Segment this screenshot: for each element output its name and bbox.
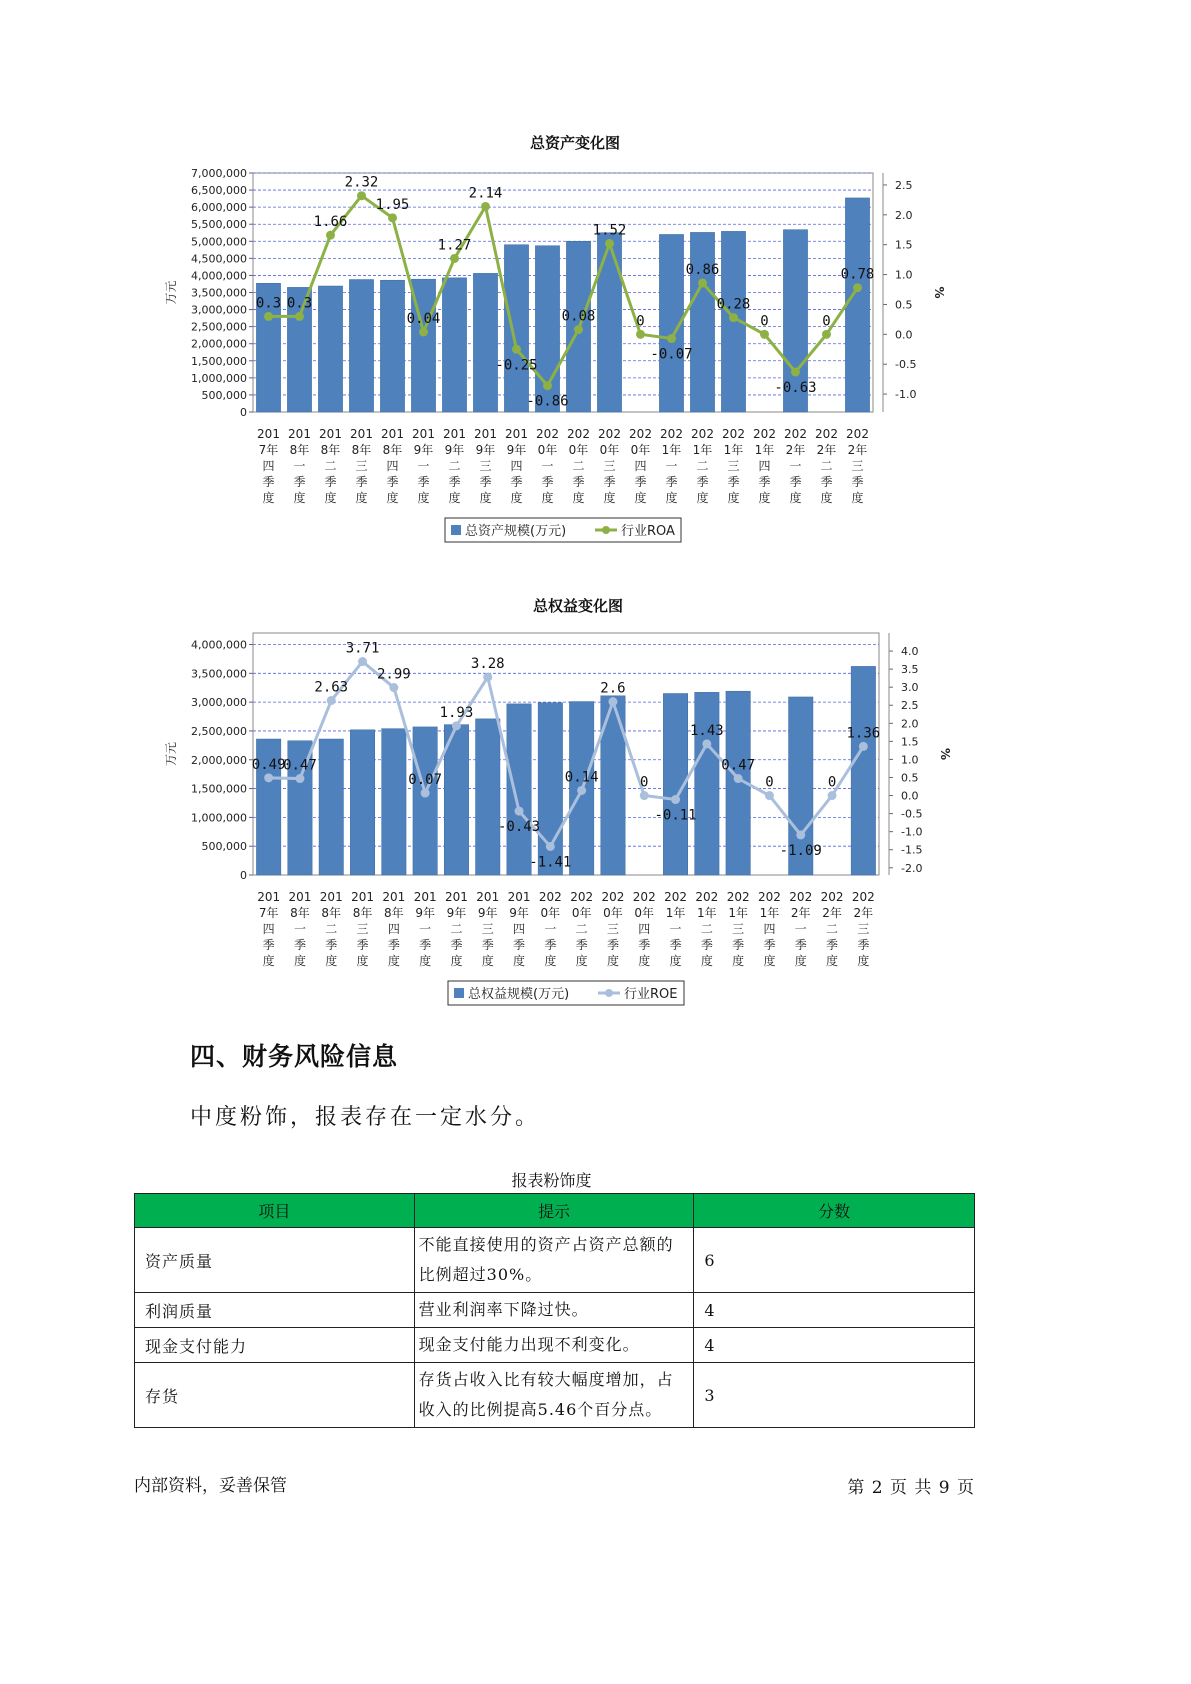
x-tick-label: 201 9年一季度 [412,427,435,505]
table-row [135,1228,975,1293]
row-score: 4 [694,1328,975,1363]
bar [382,729,406,875]
x-tick-label: 202 0年一季度 [538,890,562,968]
line-point [419,327,428,336]
data-label: 0.3 [286,295,313,312]
y-right-tick-label: -2.0 [901,861,923,875]
line-point [483,673,492,682]
risk-table [134,1193,975,1428]
bar [695,692,719,875]
x-tick-label: 201 8年二季度 [319,427,342,505]
total-assets-chart [0,120,1103,550]
bar [413,727,437,875]
table-row [135,1293,975,1328]
data-label: -0.25 [495,357,538,374]
data-label: -0.11 [654,807,697,824]
y-right-tick-label: 2.0 [901,717,919,731]
y-left-tick-label: 0 [240,406,247,419]
x-tick-label: 201 8年三季度 [351,890,375,968]
bar [318,286,342,412]
line-point [481,202,490,211]
y-left-tick-label: 2,000,000 [191,753,247,767]
legend-line-label: 行业ROA [621,524,675,539]
y-left-axis-title: 万元 [164,280,178,305]
row-score: 3 [694,1363,975,1428]
x-tick-label: 202 2年二季度 [820,890,844,968]
x-tick-label: 201 8年四季度 [382,890,406,968]
y-right-tick-label: 2.5 [901,699,919,713]
y-right-tick-label: 3.5 [901,663,919,677]
y-left-tick-label: 6,000,000 [191,201,247,215]
y-left-tick-label: 2,000,000 [191,337,247,351]
data-label: 2.32 [344,174,379,191]
x-tick-label: 201 7年四季度 [257,427,280,505]
y-right-tick-label: -1.0 [895,388,917,402]
y-right-axis-title: % [938,747,952,761]
data-label: 0.3 [255,295,282,312]
x-tick-label: 202 2年一季度 [784,427,807,505]
data-label: -0.07 [650,346,693,363]
line-point [264,312,273,321]
data-label: 1.95 [375,196,410,213]
data-label: 0 [760,313,769,330]
legend-line-marker [605,989,613,997]
x-tick-label: 202 0年二季度 [567,427,590,505]
data-label: 2.14 [468,185,503,202]
line-point [734,774,743,783]
data-label: 0.28 [716,296,751,313]
data-label: 0 [636,313,645,330]
x-tick-label: 201 9年二季度 [443,427,466,505]
y-left-tick-label: 4,000,000 [191,638,247,652]
table-header-row [135,1194,975,1228]
bar [380,280,404,412]
legend-line-label: 行业ROE [624,987,678,1002]
y-right-tick-label: 0.5 [895,298,913,312]
line-point [389,683,398,692]
row-hint: 现金支付能力出现不利变化。 [414,1328,694,1363]
data-label: -1.41 [529,854,572,871]
legend-bar-swatch [451,525,461,535]
x-tick-label: 201 9年一季度 [413,890,437,968]
y-right-tick-label: 2.0 [895,208,913,222]
y-right-tick-label: 1.0 [901,753,919,767]
total-equity-chart [0,583,1103,1013]
y-right-tick-label: 0.0 [895,328,913,342]
y-right-tick-label: 0.5 [901,771,919,785]
y-left-tick-label: 1,500,000 [191,782,247,796]
data-label: 0.08 [561,308,596,325]
y-left-tick-label: 3,500,000 [191,667,247,681]
data-label: 0.86 [685,261,720,278]
data-label: 0 [765,774,774,791]
y-right-tick-label: 1.5 [895,238,913,252]
y-left-tick-label: 0 [240,869,247,882]
header-score: 分数 [694,1194,975,1228]
line-point [264,773,273,782]
header-item: 项目 [135,1194,415,1228]
data-label: 1.52 [592,222,627,239]
line-point [702,739,711,748]
line-point [421,789,430,798]
line-point [327,696,336,705]
legend-bar-label: 总资产规模(万元) [465,524,567,539]
line-point [515,807,524,816]
y-right-tick-label: 1.5 [901,735,919,749]
line-point [853,283,862,292]
x-tick-label: 201 8年三季度 [350,427,373,505]
line-point [698,278,707,287]
row-item: 利润质量 [135,1293,415,1328]
data-label: 2.99 [376,666,411,683]
line-point [543,381,552,390]
y-left-tick-label: 5,500,000 [191,218,247,232]
row-item: 存货 [135,1363,415,1428]
line-point [605,239,614,248]
y-right-tick-label: -1.0 [901,825,923,839]
header-hint: 提示 [414,1194,694,1228]
x-tick-label: 201 9年二季度 [444,890,468,968]
row-hint: 存货占收入比有较大幅度增加，占收入的比例提高5.46个百分点。 [414,1363,694,1428]
bar [473,273,497,412]
line-point [636,330,645,339]
x-tick-label: 202 0年三季度 [598,427,621,505]
bar [319,739,343,875]
y-right-tick-label: 4.0 [901,645,919,659]
line-point [450,254,459,263]
x-tick-label: 202 1年四季度 [753,427,776,505]
footer-page-number: 第 2 页 共 9 页 [847,1478,975,1498]
line-point [358,657,367,666]
bar [851,666,875,875]
chart-title: 总权益变化图 [532,597,624,615]
y-right-tick-label: 3.0 [901,681,919,695]
legend-line-marker [602,526,610,534]
y-left-tick-label: 1,000,000 [191,371,247,385]
line-point [608,697,617,706]
data-label: 0.78 [840,266,875,283]
x-tick-label: 202 0年三季度 [601,890,625,968]
x-tick-label: 201 9年四季度 [505,427,528,505]
plot-area [253,633,879,875]
legend-bar-label: 总权益规模(万元) [468,987,570,1002]
row-item: 现金支付能力 [135,1328,415,1363]
x-tick-label: 202 0年二季度 [570,890,594,968]
x-tick-label: 201 9年四季度 [507,890,531,968]
data-label: 0.49 [251,756,286,773]
data-label: 0 [827,774,837,791]
bar [504,245,528,412]
y-left-tick-label: 500,000 [201,388,247,402]
x-tick-label: 202 1年四季度 [757,890,781,968]
line-point [859,742,868,751]
row-item: 资产质量 [135,1228,415,1293]
y-left-tick-label: 500,000 [201,840,247,854]
row-score: 6 [694,1228,975,1293]
line-point [760,330,769,339]
line-point [295,774,304,783]
x-tick-label: 202 1年三季度 [722,427,745,505]
line-point [796,830,805,839]
data-label: 0 [822,313,831,330]
data-label: 1.27 [437,237,472,254]
x-tick-label: 202 1年三季度 [726,890,750,968]
y-left-tick-label: 1,500,000 [191,354,247,368]
table-row [135,1328,975,1363]
y-right-tick-label: 0.0 [901,789,919,803]
y-right-axis-title: % [932,286,946,299]
x-tick-label: 202 0年四季度 [632,890,656,968]
bar [845,198,869,412]
line-point [295,312,304,321]
x-tick-label: 202 1年一季度 [660,427,683,505]
line-point [574,325,583,334]
y-right-tick-label: 1.0 [895,268,913,282]
x-tick-label: 201 8年二季度 [319,890,343,968]
row-hint: 营业利润率下降过快。 [414,1293,694,1328]
data-label: 0.14 [564,769,599,786]
data-label: -1.09 [779,842,822,859]
line-point [765,791,774,800]
x-tick-label: 202 2年三季度 [851,890,875,968]
footer-confidential: 内部资料，妥善保管 [134,1476,287,1496]
y-left-tick-label: 3,000,000 [191,696,247,710]
row-score: 4 [694,1293,975,1328]
line-point [828,791,837,800]
bar [597,233,621,412]
data-label: 0.07 [408,772,443,789]
y-right-tick-label: -0.5 [895,358,917,372]
line-point [546,842,555,851]
line-point [671,795,680,804]
data-label: 2.6 [600,680,626,697]
data-label: 1.43 [689,722,724,739]
x-tick-label: 201 9年三季度 [474,427,497,505]
data-label: 1.93 [439,704,474,721]
line-point [822,330,831,339]
x-tick-label: 202 2年二季度 [815,427,838,505]
y-right-tick-label: 2.5 [895,178,913,192]
data-label: 0 [640,774,649,791]
data-label: 1.36 [846,725,881,742]
y-left-tick-label: 1,000,000 [191,811,247,825]
x-tick-label: 202 2年三季度 [846,427,869,505]
section-summary: 中度粉饰，报表存在一定水分。 [190,1105,541,1130]
line-point [452,721,461,730]
data-label: 2.63 [314,679,349,696]
line-point [577,786,586,795]
y-right-tick-label: -0.5 [901,807,923,821]
data-label: 0.47 [721,757,756,774]
y-left-tick-label: 6,500,000 [191,184,247,198]
line-point [388,213,397,222]
line-point [791,367,800,376]
bar [350,730,374,875]
y-left-tick-label: 2,500,000 [191,320,247,334]
chart-title: 总资产变化图 [529,134,621,152]
y-right-tick-label: -1.5 [901,843,923,857]
bar [690,232,714,412]
y-left-tick-label: 5,000,000 [191,235,247,249]
legend-bar-swatch [454,988,464,998]
line-point [326,231,335,240]
x-tick-label: 202 1年二季度 [691,427,714,505]
line-point [667,334,676,343]
y-left-tick-label: 3,500,000 [191,286,247,300]
data-label: -0.86 [526,393,569,410]
data-label: 1.66 [313,214,348,231]
data-label: -0.43 [497,819,541,836]
x-tick-label: 202 0年一季度 [536,427,559,505]
x-tick-label: 202 2年一季度 [789,890,813,968]
x-tick-label: 201 9年三季度 [476,890,500,968]
data-label: 3.71 [345,640,380,657]
x-tick-label: 201 8年四季度 [381,427,404,505]
row-hint: 不能直接使用的资产占资产总额的比例超过30%。 [414,1228,694,1293]
x-tick-label: 202 1年一季度 [664,890,688,968]
x-tick-label: 202 1年二季度 [695,890,719,968]
line-point [729,313,738,322]
y-left-tick-label: 3,000,000 [191,303,247,317]
data-label: -0.63 [774,379,817,396]
data-label: 0.04 [406,310,441,327]
y-left-tick-label: 4,500,000 [191,252,247,266]
bar [476,719,500,875]
y-left-tick-label: 2,500,000 [191,724,247,738]
table-row [135,1363,975,1428]
y-left-tick-label: 4,000,000 [191,269,247,283]
line-point [357,191,366,200]
x-tick-label: 201 8年一季度 [288,427,311,505]
section-heading: 四、财务风险信息 [190,1042,399,1071]
line-point [512,345,521,354]
bar [507,704,531,875]
x-tick-label: 201 7年四季度 [257,890,281,968]
line-point [640,791,649,800]
x-tick-label: 202 0年四季度 [629,427,652,505]
y-left-axis-title: 万元 [164,741,178,767]
bar [349,280,373,412]
bar [442,278,466,412]
table-caption: 报表粉饰度 [511,1171,592,1190]
data-label: 3.28 [470,656,505,673]
data-label: 0.47 [283,757,317,774]
x-tick-label: 201 8年一季度 [288,890,312,968]
y-left-tick-label: 7,000,000 [191,167,247,180]
